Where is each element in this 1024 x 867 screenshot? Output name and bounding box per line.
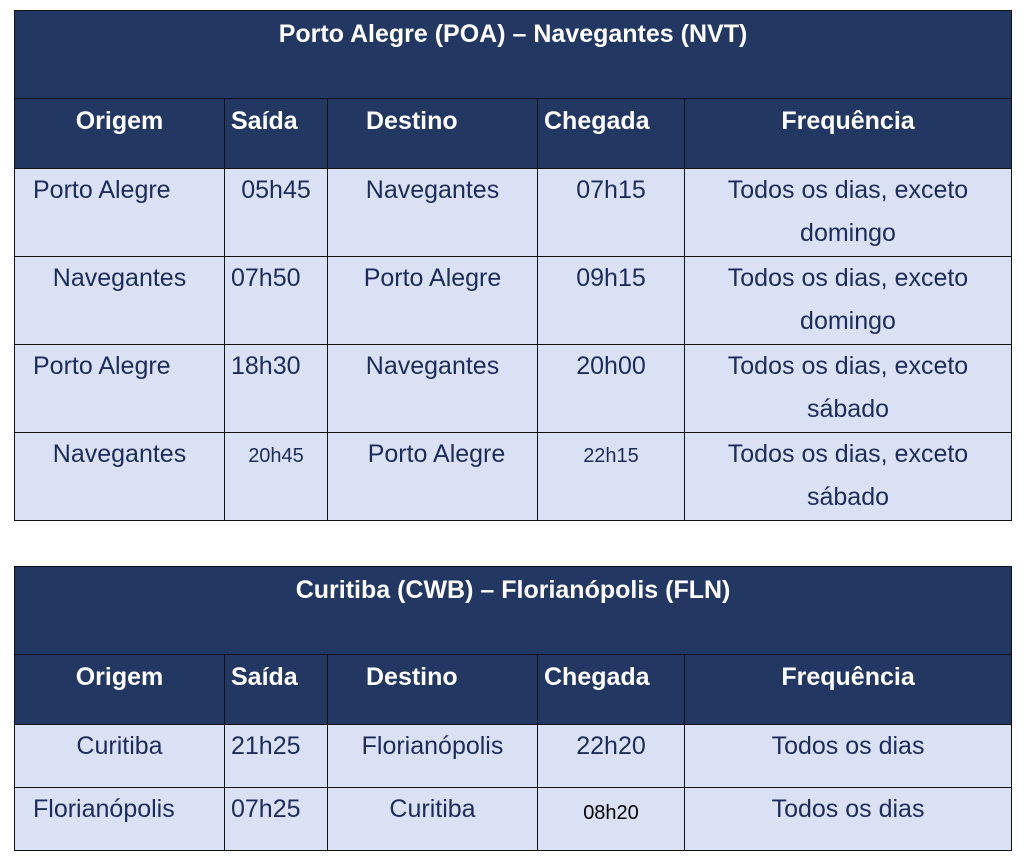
cell-chegada: 08h20 (583, 802, 639, 824)
route-table-poa-nvt (14, 10, 1012, 521)
cell-saida: 18h30 (225, 345, 328, 433)
cell-frequencia: Todos os dias, exceto sábado (685, 433, 1012, 521)
header-row (15, 99, 1012, 169)
cell-saida: 05h45 (225, 169, 328, 257)
cell-saida-wrap (225, 433, 328, 521)
table-title: Porto Alegre (POA) – Navegantes (NVT) (15, 11, 1012, 99)
cell-saida: 20h45 (248, 445, 304, 467)
header-origem: Origem (15, 655, 225, 725)
table-row (15, 433, 1012, 521)
cell-destino: Florianópolis (328, 725, 538, 788)
cell-destino: Porto Alegre (328, 433, 538, 521)
table-row (15, 257, 1012, 345)
table-row (15, 725, 1012, 788)
cell-origem: Porto Alegre (15, 169, 225, 257)
table-row (15, 788, 1012, 851)
cell-saida: 07h25 (225, 788, 328, 851)
cell-saida: 21h25 (225, 725, 328, 788)
header-chegada: Chegada (538, 99, 685, 169)
cell-chegada: 20h00 (538, 345, 685, 433)
cell-chegada-wrap (538, 788, 685, 851)
cell-chegada: 07h15 (538, 169, 685, 257)
table-row (15, 169, 1012, 257)
cell-origem: Navegantes (15, 257, 225, 345)
header-destino: Destino (328, 655, 538, 725)
header-destino: Destino (328, 99, 538, 169)
cell-frequencia: Todos os dias, exceto domingo (685, 169, 1012, 257)
cell-origem: Navegantes (15, 433, 225, 521)
cell-chegada: 09h15 (538, 257, 685, 345)
header-chegada: Chegada (538, 655, 685, 725)
cell-destino: Curitiba (328, 788, 538, 851)
cell-frequencia: Todos os dias (685, 788, 1012, 851)
cell-origem: Porto Alegre (15, 345, 225, 433)
header-saida: Saída (225, 99, 328, 169)
header-saida: Saída (225, 655, 328, 725)
cell-origem: Florianópolis (15, 788, 225, 851)
cell-destino: Navegantes (328, 169, 538, 257)
cell-saida: 07h50 (225, 257, 328, 345)
cell-chegada: 22h15 (583, 445, 639, 467)
header-frequencia: Frequência (685, 99, 1012, 169)
cell-frequencia: Todos os dias (685, 725, 1012, 788)
header-origem: Origem (15, 99, 225, 169)
table-row (15, 345, 1012, 433)
cell-frequencia: Todos os dias, exceto sábado (685, 345, 1012, 433)
cell-frequencia: Todos os dias, exceto domingo (685, 257, 1012, 345)
header-frequencia: Frequência (685, 655, 1012, 725)
cell-destino: Navegantes (328, 345, 538, 433)
cell-chegada-wrap (538, 433, 685, 521)
cell-chegada: 22h20 (538, 725, 685, 788)
header-row (15, 655, 1012, 725)
route-table-cwb-fln (14, 566, 1012, 851)
cell-origem: Curitiba (15, 725, 225, 788)
table-title: Curitiba (CWB) – Florianópolis (FLN) (15, 567, 1012, 655)
cell-destino: Porto Alegre (328, 257, 538, 345)
